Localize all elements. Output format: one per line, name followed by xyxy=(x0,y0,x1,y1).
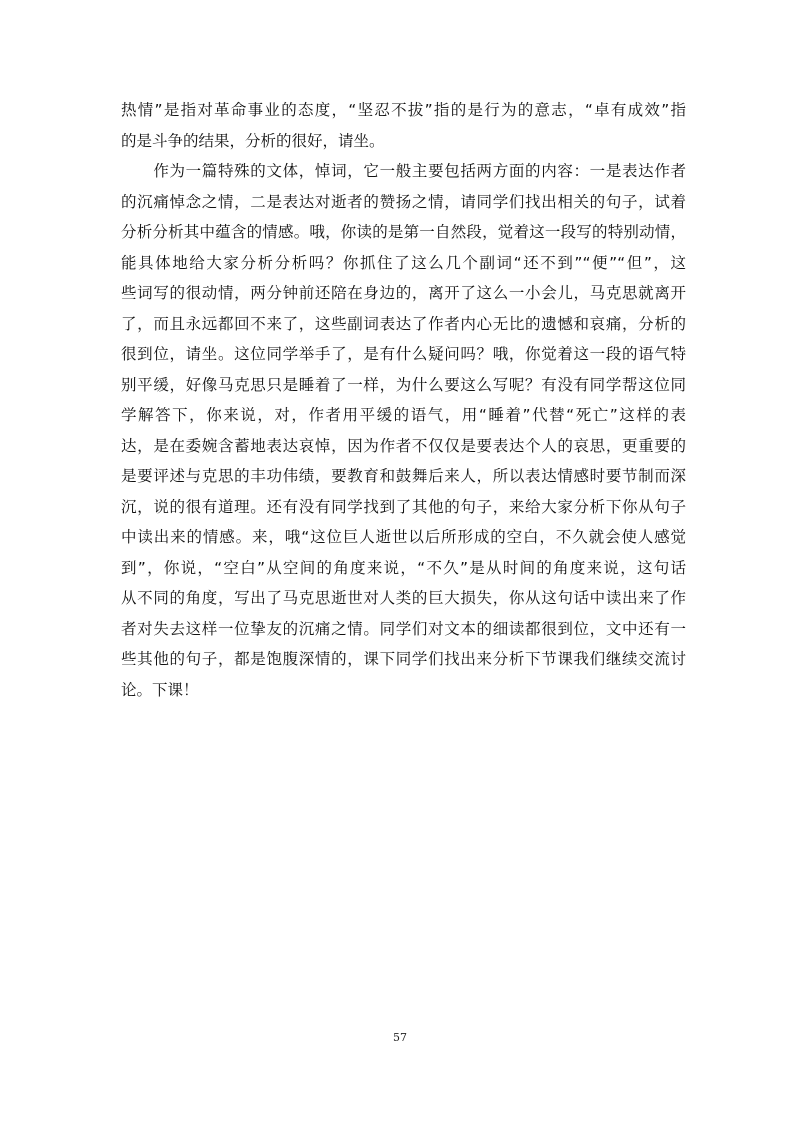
text-line: 能具体地给大家分析分析吗？你抓住了这么几个副词“还不到”“便”“但”，这 xyxy=(121,253,686,272)
text-line: 的是斗争的结果，分析的很好，请坐。 xyxy=(121,131,385,150)
text-line: 的沉痛悼念之情，二是表达对逝者的赞扬之情，请同学们找出相关的句子，试着 xyxy=(121,192,686,211)
text-line: 别平缓，好像马克思只是睡着了一样，为什么要这么写呢？有没有同学帮这位同 xyxy=(121,375,686,394)
text-line: 分析分析其中蕴含的情感。哦，你读的是第一自然段，觉着这一段写的特别动情， xyxy=(121,223,686,241)
text-line: 热情”是指对革命事业的态度，“坚忍不拔”指的是行为的意志，“卓有成效”指 xyxy=(121,101,686,119)
text-line: 学解答下，你来说，对，作者用平缓的语气，用“睡着”代替“死亡”这样的表 xyxy=(121,406,686,424)
text-line: 从不同的角度，写出了马克思逝世对人类的巨大损失，你从这句话中读出来了作 xyxy=(121,589,686,607)
text-line: 中读出来的情感。来，哦“这位巨人逝世以后所形成的空白，不久就会使人感觉 xyxy=(121,528,686,546)
text-line: 者对失去这样一位挚友的沉痛之情。同学们对文本的细读都很到位，文中还有一 xyxy=(121,619,686,638)
text-line: 些词写的很动情，两分钟前还陪在身边的，离开了这么一小会儿，马克思就离开 xyxy=(121,284,686,302)
text-line: 达，是在委婉含蓄地表达哀悼，因为作者不仅仅是要表达个人的哀思，更重要的 xyxy=(121,436,686,455)
text-line: 了，而且永远都回不来了，这些副词表达了作者内心无比的遗憾和哀痛，分析的 xyxy=(121,314,686,333)
body-text xyxy=(121,95,686,705)
text-line: 是要评述与克思的丰功伟绩，要教育和鼓舞后来人，所以表达情感时要节制而深 xyxy=(121,467,686,485)
text-line: 到”，你说，“空白”从空间的角度来说，“不久”是从时间的角度来说，这句话 xyxy=(121,558,686,577)
text-line: 沉，说的很有道理。还有没有同学找到了其他的句子，来给大家分析下你从句子 xyxy=(121,497,686,516)
text-line: 些其他的句子，都是饱腹深情的，课下同学们找出来分析下节课我们继续交流讨 xyxy=(121,650,686,668)
page-number: 57 xyxy=(393,1031,407,1044)
text-line: 论。下课！ xyxy=(121,680,199,699)
text-line: 很到位，请坐。这位同学举手了，是有什么疑问吗？哦，你觉着这一段的语气特 xyxy=(121,345,686,363)
text-line: 作为一篇特殊的文体，悼词，它一般主要包括两方面的内容：一是表达作者 xyxy=(121,162,686,180)
